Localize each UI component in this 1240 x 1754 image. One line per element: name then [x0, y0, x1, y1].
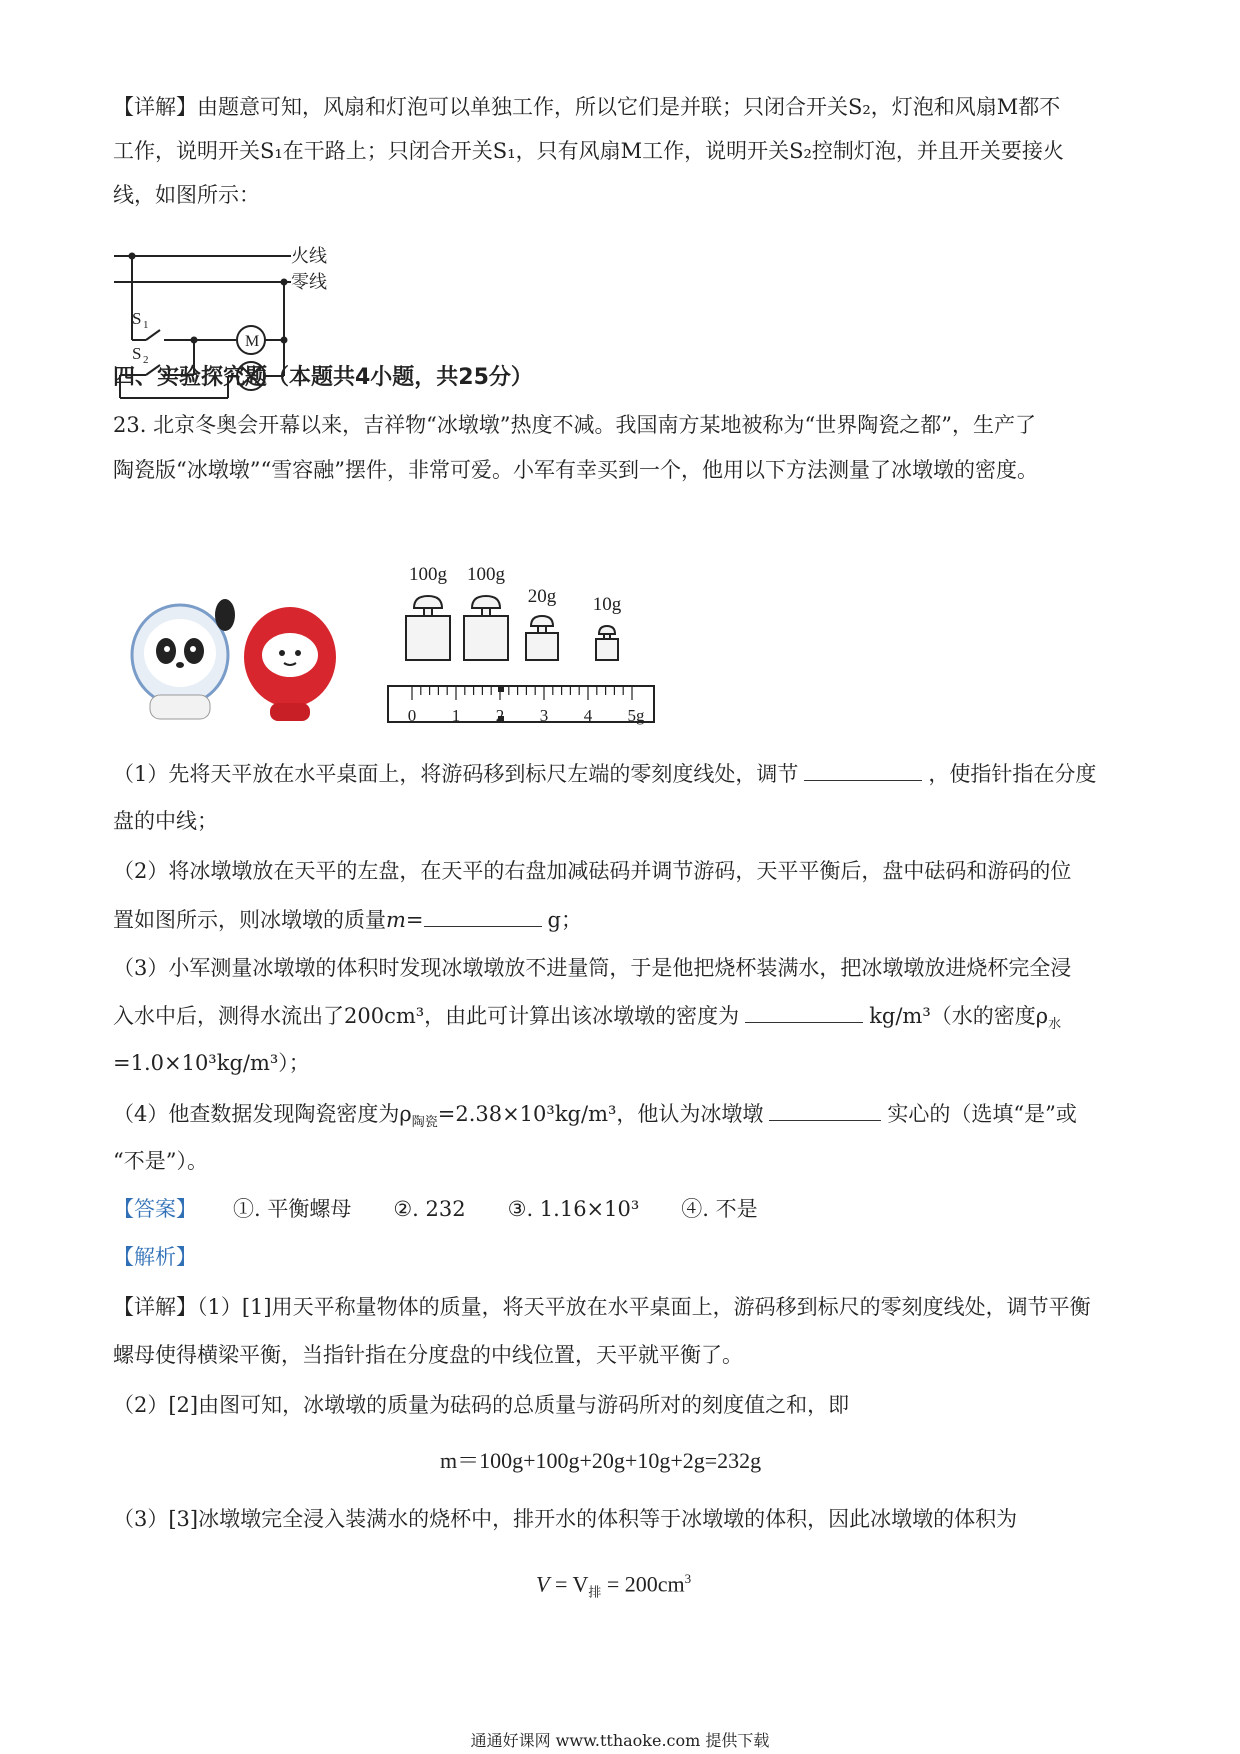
volume-symbol: V — [536, 1571, 550, 1597]
q23-part1-blank[interactable] — [804, 758, 922, 781]
switch-s1-label: S — [132, 309, 142, 328]
displaced-sub: 排 — [588, 1584, 602, 1600]
switch-s2-label: S — [132, 344, 142, 363]
q23-part2-text-b: 置如图所示，则冰墩墩的质量 — [113, 908, 386, 932]
q23-part4-line-2: “不是”）。 — [113, 1149, 208, 1173]
q23-part2-line-1: （2）将冰墩墩放在天平的左盘，在天平的右盘加减砝码并调节游码，天平平衡后，盘中砝码和游码的位 — [113, 859, 1072, 883]
q23-part1-line-1 — [113, 758, 1096, 789]
scale-tick-label-4: 4 — [583, 706, 593, 725]
q23-part1-text-a: （1）先将天平放在水平桌面上，将游码移到标尺左端的零刻度线处，调节 — [113, 762, 799, 786]
weight-label-4: 10g — [592, 594, 622, 615]
prev-detail-line-3: 线，如图所示： — [113, 183, 260, 207]
detail-line-4: （3）[3]冰墩墩完全浸入装满水的烧杯中，排开水的体积等于冰墩墩的体积，因此冰墩墩的体积为 — [113, 1507, 1018, 1531]
mass-formula: m＝100g+100g+20g+10g+2g=232g — [440, 1448, 762, 1473]
answer-item-1: ①. 平衡螺母 — [233, 1197, 352, 1221]
volume-eq-1: = V — [554, 1571, 589, 1597]
mascot-illustration — [120, 595, 360, 725]
ceramic-sub: 陶瓷 — [411, 1115, 438, 1131]
live-wire-label: 火线 — [291, 246, 327, 267]
q23-part2-blank[interactable] — [424, 904, 542, 927]
switch-s1-sub: 1 — [143, 319, 149, 331]
answer-item-3: ③. 1.16×10³ — [507, 1197, 640, 1221]
q23-line-2: 陶瓷版“冰墩墩”“雪容融”摆件，非常可爱。小军有幸买到一个，他用以下方法测量了冰墩墩的密度。 — [113, 458, 1038, 482]
rider-scale — [386, 684, 658, 726]
mass-symbol: m — [386, 908, 406, 932]
prev-detail-line-1: 【详解】由题意可知，风扇和灯泡可以单独工作，所以它们是并联；只闭合开关S₂，灯泡和风扇M都不 — [113, 95, 1061, 119]
q23-part4-text-a2: =2.38×10³kg/m³，他认为冰墩墩 — [437, 1102, 764, 1126]
weight-label-2: 100g — [467, 564, 505, 585]
bing-dwen-dwen-figure — [132, 599, 235, 719]
neutral-wire-label: 零线 — [291, 272, 327, 293]
scale-tick-label-0: 0 — [407, 706, 417, 725]
answer-item-2: ②. 232 — [393, 1197, 466, 1221]
q23-line-1: 23. 北京冬奥会开幕以来，吉祥物“冰墩墩”热度不减。我国南方某地被称为“世界陶瓷之都”，生产了 — [113, 413, 1037, 437]
weights-illustration — [400, 558, 650, 668]
rider-marker-top — [498, 686, 504, 692]
water-sub: 水 — [1048, 1017, 1062, 1033]
q23-part3-blank[interactable] — [745, 1000, 863, 1023]
q23-part3-text-b: 入水中后，测得水流出了200cm³，由此可计算出该冰墩墩的密度为 — [113, 1004, 740, 1028]
mass-eq: = — [405, 908, 424, 932]
q23-part3-text-c: kg/m³（水的密度ρ — [869, 1004, 1049, 1028]
answer-line — [113, 1194, 800, 1224]
scale-tick-label-2: 2 — [495, 706, 505, 725]
shuey-rhon-rhon-figure — [244, 607, 336, 721]
volume-eq-2: = 200cm — [606, 1571, 685, 1597]
q23-part4-line-1 — [113, 1098, 1077, 1138]
scale-tick-label-1: 1 — [451, 706, 461, 725]
q23-part2-unit: g； — [547, 908, 582, 932]
analysis-label: 【解析】 — [113, 1245, 197, 1269]
q23-part4-text-b: 实心的（选填“是”或 — [887, 1102, 1077, 1126]
volume-sup: 3 — [684, 1571, 692, 1586]
detail-line-2: 螺母使得横梁平衡，当指针指在分度盘的中线位置，天平就平衡了。 — [113, 1343, 743, 1367]
answer-label: 【答案】 — [113, 1197, 197, 1221]
q23-part1-text-b: ，使指针指在分度 — [928, 762, 1097, 786]
q23-part4-text-a: （4）他查数据发现陶瓷密度为ρ — [113, 1102, 412, 1126]
prev-detail-line-2: 工作，说明开关S₁在干路上；只闭合开关S₁，只有风扇M工作，说明开关S₂控制灯泡，并且开关要接火 — [113, 139, 1064, 163]
q23-part2-line-2 — [113, 904, 582, 935]
q23-part3-line-2 — [113, 1000, 1061, 1040]
detail-line-3: （2）[2]由图可知，冰墩墩的质量为砝码的总质量与游码所对的刻度值之和，即 — [113, 1393, 850, 1417]
scale-tick-label-3: 3 — [539, 706, 549, 725]
section-title: 四、实验探究题（本题共4小题，共25分） — [113, 365, 533, 390]
volume-formula — [536, 1564, 691, 1608]
page-footer: 通通好课网 www.tthaoke.com 提供下载 — [470, 1731, 770, 1750]
q23-part4-blank[interactable] — [769, 1098, 881, 1121]
detail-line-1: 【详解】（1）[1]用天平称量物体的质量，将天平放在水平桌面上，游码移到标尺的零刻度线处，调节平衡 — [113, 1295, 1091, 1319]
switch-s2-sub: 2 — [143, 354, 149, 366]
scale-tick-label-5: 5g — [627, 706, 645, 725]
q23-part1-line-2: 盘的中线； — [113, 809, 218, 833]
answer-item-4: ④. 不是 — [681, 1197, 758, 1221]
weight-label-3: 20g — [527, 586, 557, 607]
q23-part3-line-1: （3）小军测量冰墩墩的体积时发现冰墩墩放不进量筒，于是他把烧杯装满水，把冰墩墩放进烧杯完全浸 — [113, 956, 1072, 980]
q23-part3-line-3: =1.0×10³kg/m³）； — [113, 1051, 310, 1075]
weight-label-1: 100g — [409, 564, 447, 585]
motor-label: M — [245, 333, 260, 350]
